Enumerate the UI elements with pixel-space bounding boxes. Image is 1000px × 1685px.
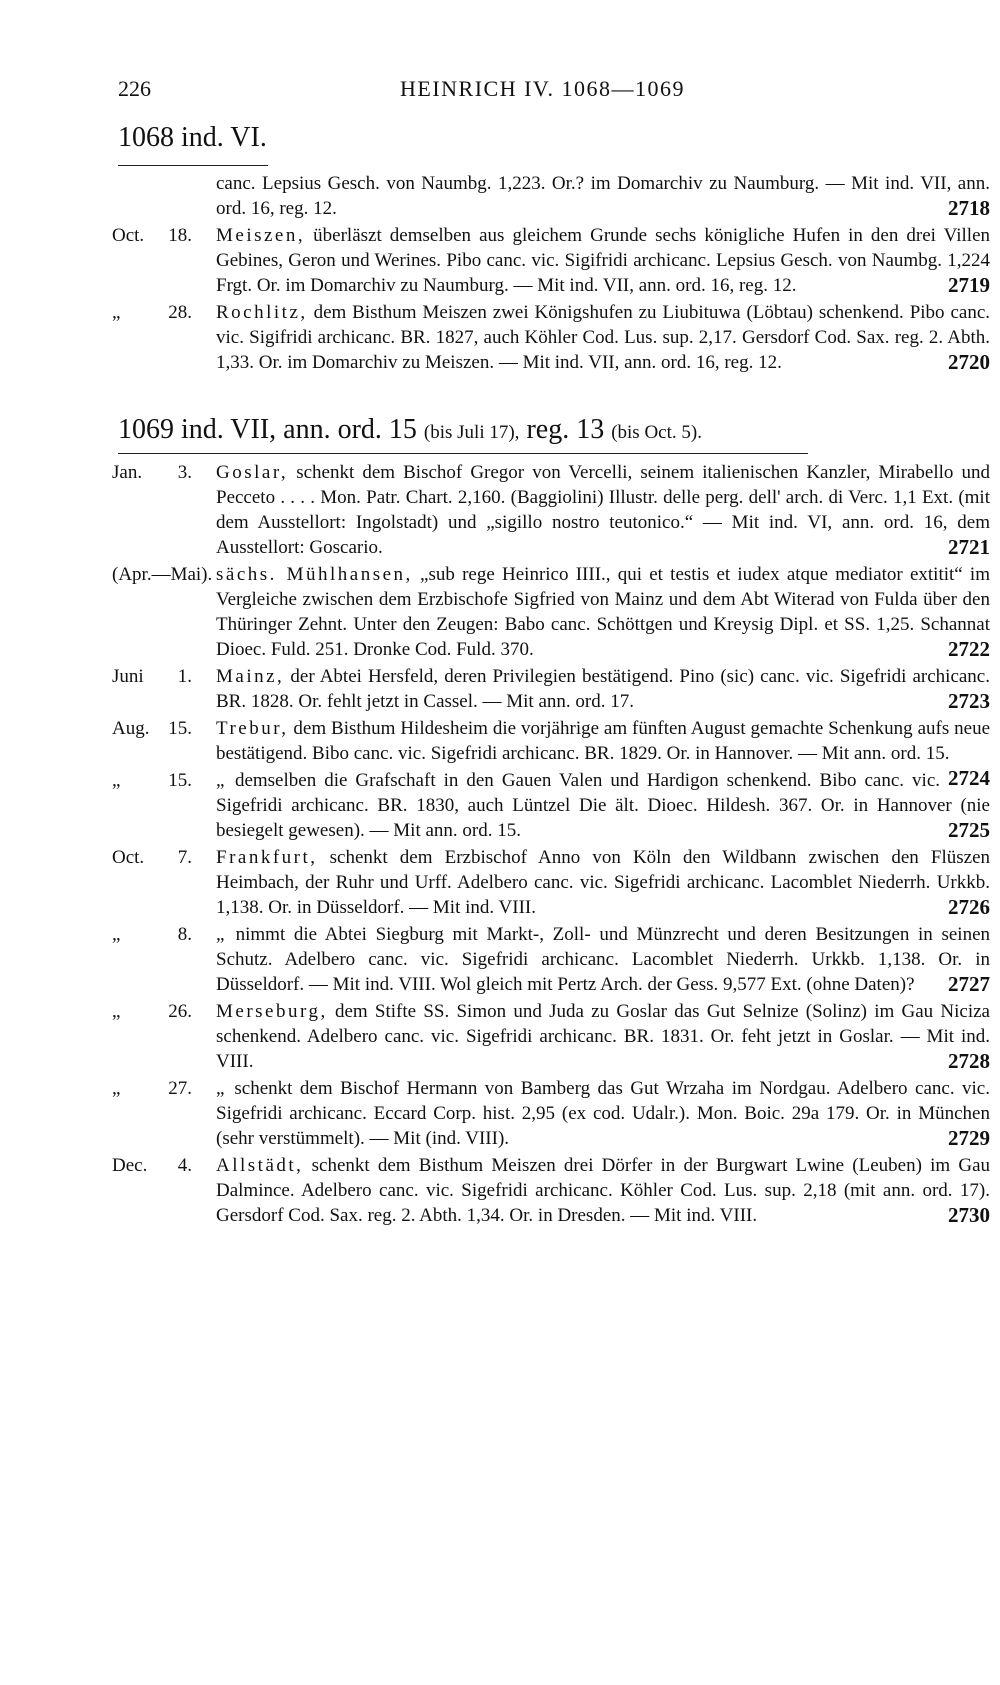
entry-text-block	[216, 922, 990, 997]
entry-body: schenkt dem Bisthum Meiszen drei Dörfer in der Burgwart Lwine (Leuben) im Gau Dalmince. Adelbero canc. vic. Sigefridi archicanc. Köhler Cod. Lus. sup. 2,18 (mit ann. ord. 17). Gersdorf Cod. Sax. reg. 2. Abth. 1,34. Or. in Dresden. — Mit ind. VIII.	[216, 1155, 991, 1226]
entry-date: „	[112, 924, 121, 945]
regest-entry	[0, 223, 1000, 298]
regest-entry	[0, 845, 1000, 920]
entry-date: Aug.	[112, 718, 150, 739]
entry-body: demselben die Grafschaft in den Gauen Valen und Hardigon schenkend. Bibo canc. vic. Sigefridi archicanc. BR. 1830, auch Lüntzel Die ält. Dioec. Hildesh. 367. Or. in Hannover (nie besiegelt gewesen). — Mit ann. ord. 15.	[216, 770, 990, 841]
entry-date: Oct.	[112, 225, 145, 246]
entry-text-block	[216, 223, 990, 298]
year-heading-1068: 1068 ind. VI.	[118, 122, 267, 153]
regest-entry	[0, 300, 1000, 375]
entry-text-block	[216, 562, 990, 662]
regest-entry	[0, 562, 1000, 662]
entry-text-block	[216, 460, 990, 560]
entry-text-block	[216, 664, 990, 714]
entry-date: Dec.	[112, 1155, 148, 1176]
entry-place: sächs. Mühlhansen,	[216, 564, 413, 585]
year-note-reg: (bis Oct. 5).	[611, 422, 702, 443]
entry-place: Frankfurt,	[216, 847, 318, 868]
entry-date: „	[112, 1078, 121, 1099]
entry-regest-number: 2730	[948, 1203, 990, 1227]
regest-entry	[0, 460, 1000, 560]
entry-body: überläszt demselben aus gleichem Grunde sechs königliche Hufen in den drei Villen Gebines, Geron und Werines. Pibo canc. vic. Sigifridi archicanc. Lepsius Gesch. von Naumbg. 1,224 Frgt. Or. im Domarchiv zu Naumburg. — Mit ind. VII, ann. ord. 16, reg. 12.	[216, 225, 990, 296]
heading-rule-1069	[118, 453, 808, 454]
entry-regest-number: 2721	[948, 535, 990, 559]
entry-date: „	[112, 302, 121, 323]
running-title: HEINRICH IV. 1068—1069	[400, 76, 685, 101]
running-head	[118, 76, 918, 106]
year-heading-1069	[118, 414, 702, 446]
regest-entry	[0, 1076, 1000, 1151]
entry-body: der Abtei Hersfeld, deren Privilegien bestätigend. Pino (sic) canc. vic. Sigefridi archicanc. BR. 1828. Or. fehlt jetzt in Cassel. — Mit ann. ord. 17.	[216, 666, 990, 712]
entry-regest-number: 2726	[948, 895, 990, 919]
entries-1069	[0, 460, 1000, 1230]
entry-date: „	[112, 770, 121, 791]
regest-entry	[0, 999, 1000, 1074]
entry-text-block	[216, 768, 990, 843]
entry-body: dem Stifte SS. Simon und Juda zu Goslar das Gut Selnize (Solinz) im Gau Niciza schenkend. Adelbero canc. vic. Sigefridi archicanc. BR. 1831. Or. feht jetzt in Goslar. — Mit ind. VIII.	[216, 1001, 990, 1072]
entry-place: Meiszen,	[216, 225, 306, 246]
entry-place: Merseburg,	[216, 1001, 328, 1022]
year-label-1069: 1069 ind. VII, ann. ord. 15	[118, 414, 417, 445]
entry-text-block	[216, 716, 991, 790]
entry-day: 1.	[177, 666, 192, 687]
entry-body: dem Bisthum Meiszen zwei Königshufen zu Liubituwa (Löbtau) schenkend. Pibo canc. vic. Sigifridi archicanc. BR. 1827, auch Köhler Cod. Lus. sup. 2,17. Gersdorf Cod. Sax. reg. 2. Abth. 1,33. Or. im Domarchiv zu Meiszen. — Mit ind. VII, ann. ord. 16, reg. 12.	[216, 302, 991, 373]
entry-body: schenkt dem Bischof Hermann von Bamberg das Gut Wrzaha im Nordgau. Adelbero canc. vic. Sigefridi archicanc. Eccard Corp. hist. 2,95 (ex cod. Udalr.). Mon. Boic. 29a 179. Or. in München (sehr verstümmelt). — Mit (ind. VIII).	[216, 1078, 990, 1149]
entry-regest-number: 2729	[948, 1126, 990, 1150]
entry-date: (Apr.—Mai).	[112, 564, 213, 585]
entry-place: Rochlitz,	[216, 302, 308, 323]
entry-place: Trebur,	[216, 718, 289, 739]
regest-entry	[0, 1153, 1000, 1228]
entry-text-block	[216, 1076, 990, 1151]
entry-regest-number: 2722	[948, 637, 990, 661]
entry-day: 15.	[168, 770, 192, 791]
entry-day: 8.	[177, 924, 192, 945]
entry-date: Juni	[112, 666, 144, 687]
entry-place: Goslar,	[216, 462, 289, 483]
entry-body: „sub rege Heinrico IIII., qui et testis et iudex atque mediator extitit“ im Vergleiche zwischen dem Erzbischofe Sigfried von Mainz und dem Abt Witerad von Fulda über den Thüringer Zehnt. Unter den Zeugen: Babo canc. Schöttgen und Kreysig Dipl. et SS. 1,25. Schannat Dioec. Fuld. 251. Dronke Cod. Fuld. 370.	[216, 564, 990, 660]
entry-day: 3.	[177, 462, 192, 483]
entry-regest-number: 2727	[948, 972, 990, 996]
year-note-ann: (bis Juli 17),	[423, 422, 520, 443]
page-number: 226	[118, 76, 151, 101]
entry-date: „	[112, 1001, 121, 1022]
entry-text-block	[216, 171, 990, 221]
entry-text-block	[216, 999, 990, 1074]
entry-day: 4.	[177, 1155, 192, 1176]
entry-place: Mainz,	[216, 666, 285, 687]
entry-day: 27.	[168, 1078, 192, 1099]
entry-date: Jan.	[112, 462, 143, 483]
year-reg: reg. 13	[526, 414, 605, 445]
entry-day: 26.	[168, 1001, 192, 1022]
entry-place: „	[216, 770, 227, 791]
entry-day: 7.	[177, 847, 192, 868]
entry-text-block	[216, 1153, 990, 1228]
entries-1068	[0, 171, 1000, 377]
regest-entry	[0, 171, 1000, 221]
entry-place: Allstädt,	[216, 1155, 304, 1176]
regest-entry	[0, 716, 1000, 790]
entry-day: 15.	[168, 718, 192, 739]
heading-rule-1068	[118, 165, 268, 166]
entry-day: 28.	[168, 302, 192, 323]
entry-regest-number: 2720	[948, 350, 990, 374]
entry-place: „	[216, 1078, 227, 1099]
entry-text-block	[216, 300, 990, 375]
entry-text-block	[216, 845, 990, 920]
entry-regest-number: 2719	[948, 273, 990, 297]
regest-entry	[0, 768, 1000, 843]
entry-place: „	[216, 924, 227, 945]
entry-day: 18.	[168, 225, 192, 246]
entry-regest-number: 2718	[948, 196, 990, 220]
entry-date: Oct.	[112, 847, 145, 868]
entry-body: canc. Lepsius Gesch. von Naumbg. 1,223. Or.? im Domarchiv zu Naumburg. — Mit ind. VII, ann. ord. 16, reg. 12.	[216, 173, 990, 219]
entry-body: dem Bisthum Hildesheim die vorjährige am fünften August gemachte Schenkung aufs neue bestätigend. Bibo canc. vic. Sigefridi archicanc. BR. 1829. Or. in Hannover. — Mit ann. ord. 15.	[216, 718, 991, 764]
entry-body: schenkt dem Bischof Gregor von Vercelli, seinem italienischen Kanzler, Mirabello und Pecceto . . . . Mon. Patr. Chart. 2,160. (Baggiolini) Illustr. delle perg. dell' arch. di Verc. 1,1 Ext. (mit dem Ausstellort: Ingolstadt) und „sigillo nostro teutonico.“ — Mit ind. VI, ann. ord. 16, dem Ausstellort: Goscario.	[216, 462, 991, 558]
regest-entry	[0, 922, 1000, 997]
entry-body: schenkt dem Erzbischof Anno von Köln den Wildbann zwischen den Flüszen Heimbach, der Ruhr und Urff. Adelbero canc. vic. Sigefridi archicanc. Lacomblet Niederrh. Urkkb. 1,138. Or. in Düsseldorf. — Mit ind. VIII.	[216, 847, 990, 918]
entry-regest-number: 2728	[948, 1049, 990, 1073]
entry-body: nimmt die Abtei Siegburg mit Markt-, Zoll- und Münzrecht und deren Besitzungen in seinen Schutz. Adelbero canc. vic. Sigefridi archicanc. Lacomblet Niederrh. Urkkb. 1,138. Or. in Düsseldorf. — Mit ind. VIII. Wol gleich mit Pertz Arch. der Gess. 9,577 Ext. (ohne Daten)?	[216, 924, 991, 995]
entry-regest-number: 2724	[948, 766, 990, 790]
entry-regest-number: 2725	[948, 818, 990, 842]
entry-regest-number: 2723	[948, 689, 990, 713]
regest-entry	[0, 664, 1000, 714]
